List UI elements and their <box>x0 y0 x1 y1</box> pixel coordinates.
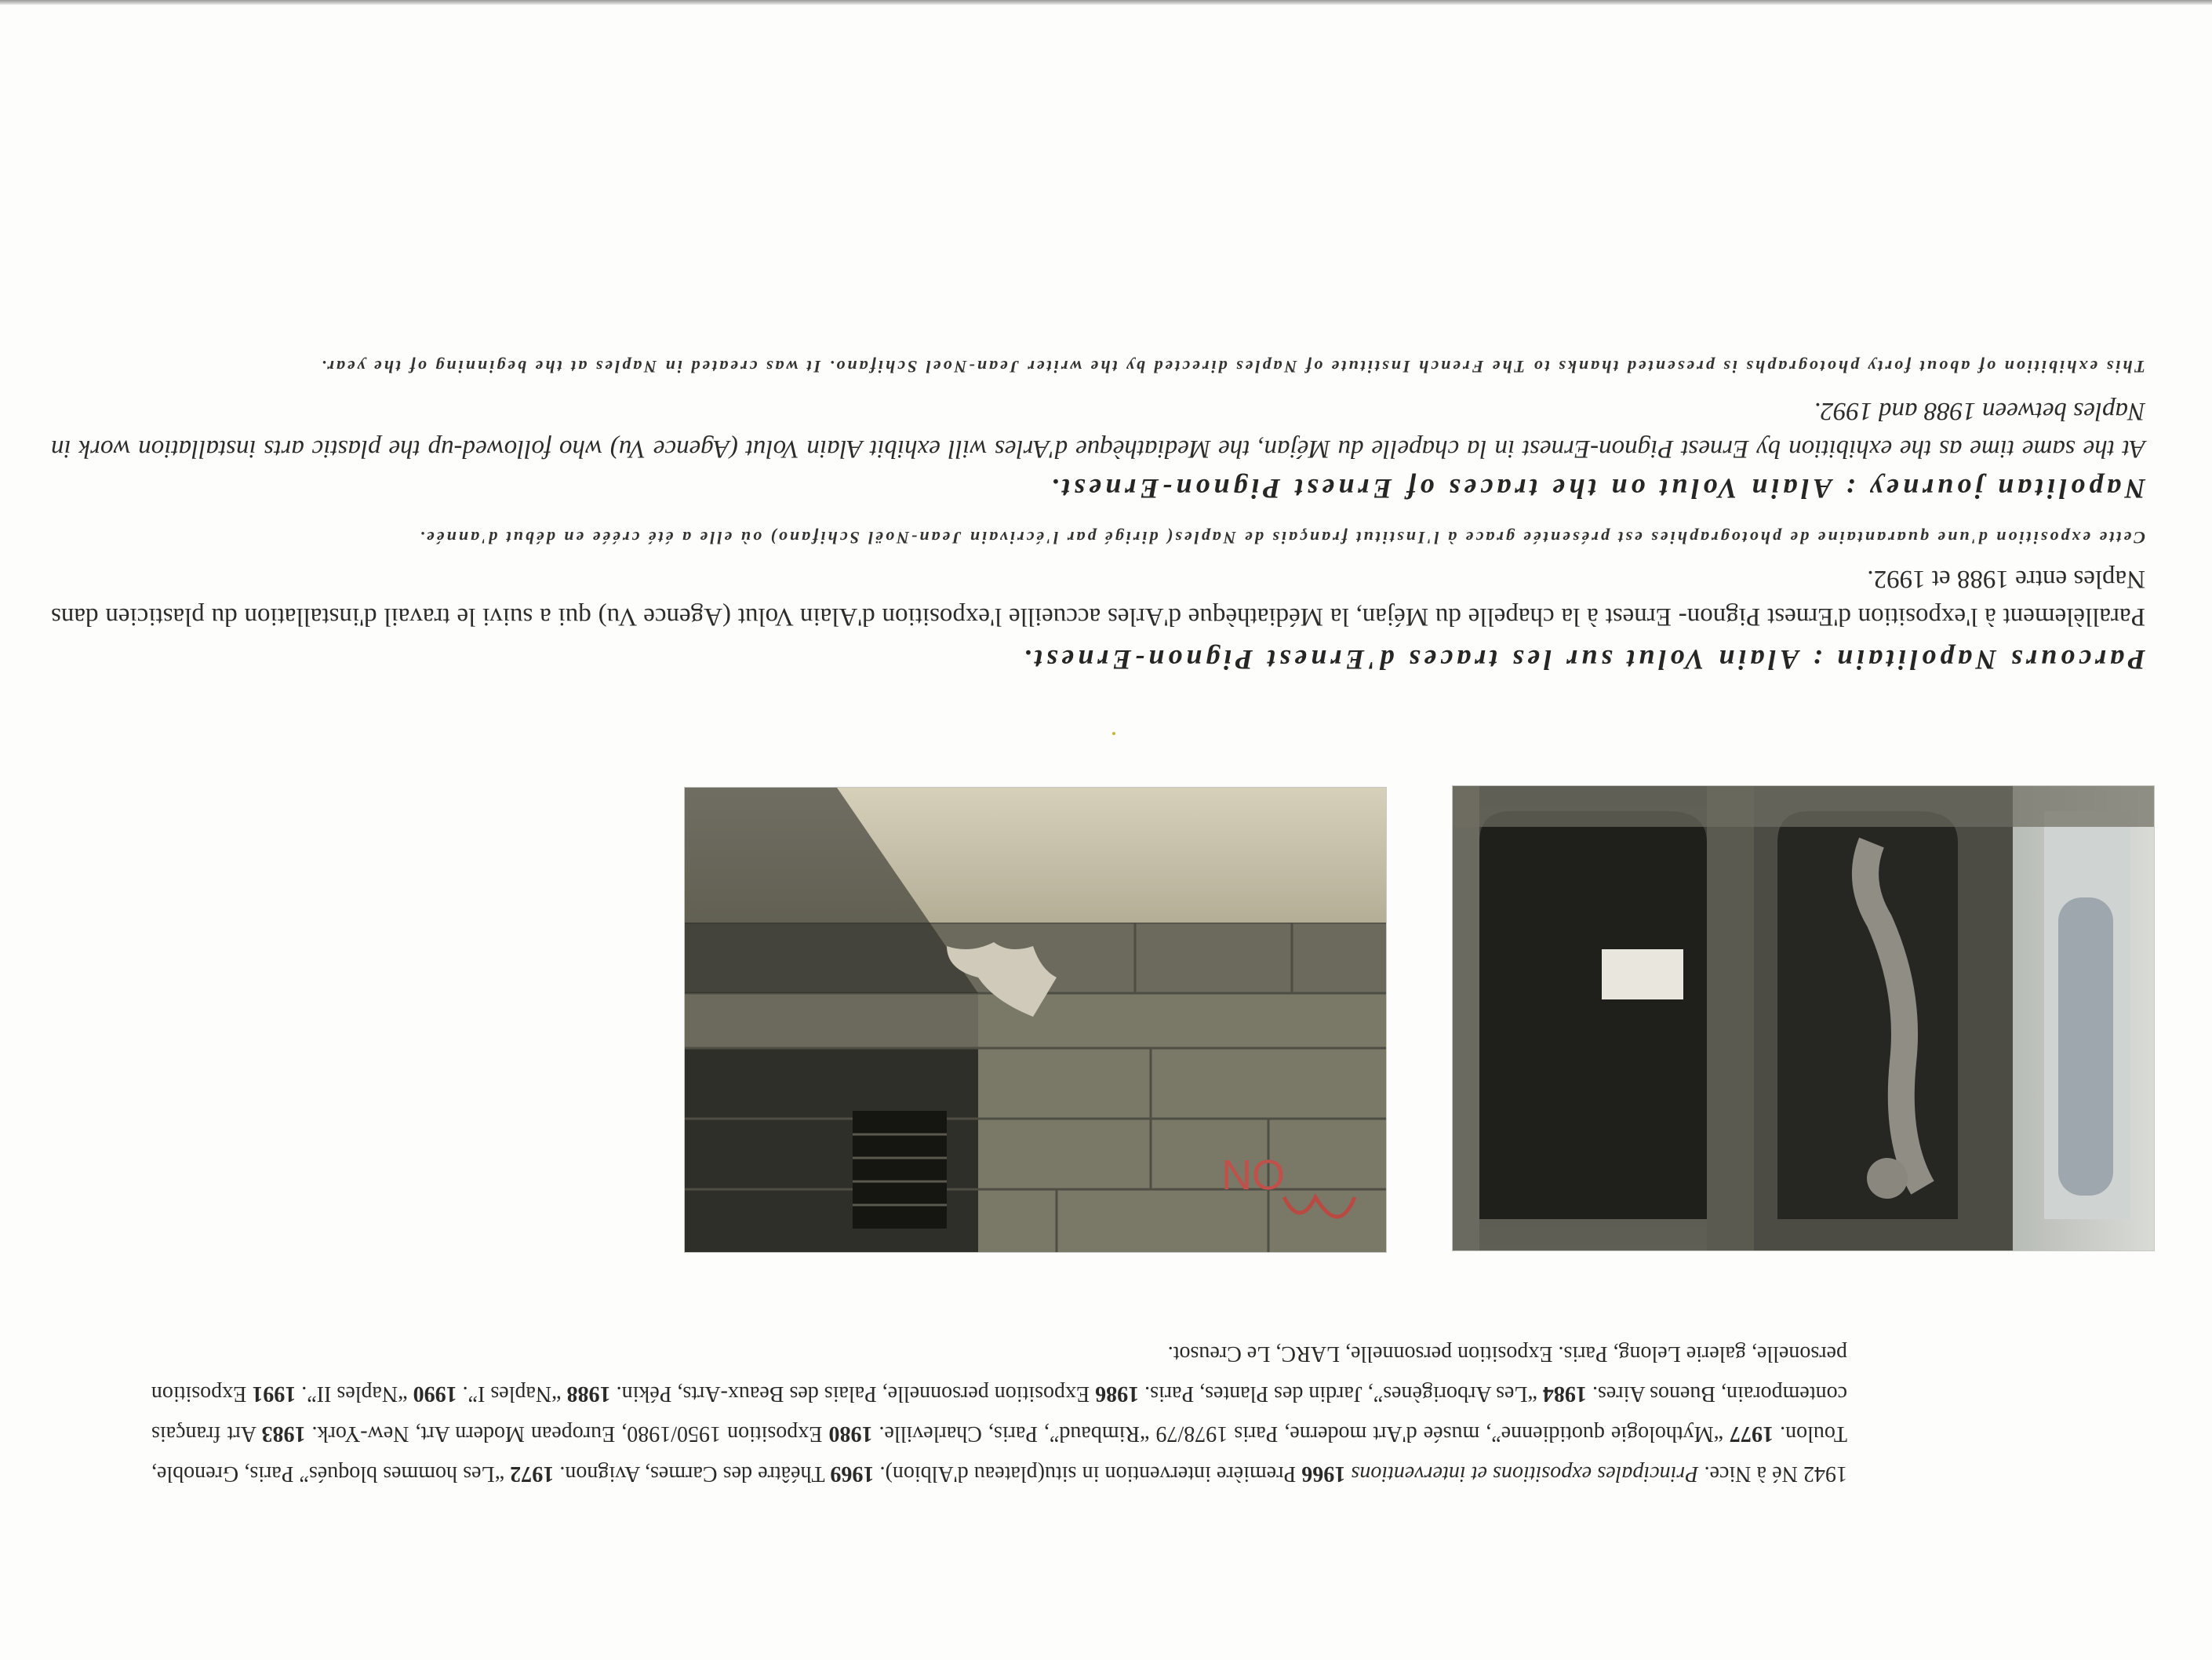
bio-year: 1980 <box>828 1422 873 1446</box>
english-note: This exhibition of about forty photographs is presented thanks to The French Institute of Naples directed by the writer Jean-Noel Schifano. It was created in Naples at the beginning of the year. <box>318 357 2145 377</box>
english-paragraph: At the same time as the exhibition by Ernest Pignon-Ernest in la chapelle du Méjan, the Mediathèque d'Arles will exhibit Alain Volut (Agence Vu) who followed-up the plastic arts installation work in Naples between 1988 and 1992. <box>51 397 2145 463</box>
photo-street-doorways-image <box>1453 786 2154 1250</box>
bio-year: 1983 <box>261 1422 306 1446</box>
french-paragraph: Parallèlement à l'exposition d'Ernest Pignon- Ernest à la chapelle du Méjan, la Médiathèque d'Arles accueille l'exposition d'Alain Volut (Agence Vu) qui a suivi le travail d'installation du plasticien dans Naples entre 1988 et 1992. <box>51 565 2145 631</box>
bio-entry: Exposition personnelle, Palais des Beaux-Arts, Pékin. <box>616 1382 1090 1406</box>
bio-year: 1991 <box>252 1382 297 1406</box>
scan-edge <box>0 0 2212 5</box>
english-heading: Napolitan journey : Alain Volut on the traces of Ernest Pignon-Ernest. <box>1047 473 2145 504</box>
bio-entry: “Les Arborigènes”, Jardin des Plantes, Paris. <box>1144 1382 1537 1406</box>
bio-entry: Théâtre des Carmes, Avignon. <box>559 1462 825 1486</box>
bio-year: 1972 <box>510 1462 555 1486</box>
biography-block <box>151 1334 1847 1494</box>
photo-street-doorways <box>1453 786 2154 1250</box>
bio-section-label: Principales expositions et interventions <box>1351 1462 1699 1486</box>
french-note: Cette exposition d'une quarantaine de photographies est présentée grace à l'Institut français de Naples( dirigé par l'écrivain Jean-Noël Schifano) où elle a été créée en début d'année. <box>417 528 2145 548</box>
article-text <box>51 348 2145 678</box>
bio-entry: “Naples I”. <box>462 1382 562 1406</box>
bio-entry: Exposition 1950/1980, European Modern Art, New-York. <box>311 1422 823 1446</box>
photo-wall-drawing-image <box>685 788 1386 1252</box>
bio-year: 1990 <box>413 1382 457 1406</box>
bio-birth: 1942 Né à Nice. <box>1704 1462 1847 1486</box>
bio-year: 1988 <box>566 1382 611 1406</box>
bio-year: 1969 <box>830 1462 875 1486</box>
photo-wall-drawing <box>685 788 1386 1252</box>
bio-entry: “Les hommes bloqués” Paris, Grenoble, Toulon. <box>151 1422 1847 1486</box>
bio-year: 1984 <box>1542 1382 1587 1406</box>
bio-entry: “Naples II”. <box>301 1382 408 1406</box>
bio-entry: Exposition personelle, galerie Lelong, Paris. Exposition personnelle, LARC, Le Creusot. <box>151 1341 1847 1406</box>
bio-entry: Art français contemporain, Buenos Aires. <box>151 1382 1847 1446</box>
bio-entry: “Mythologie quotidienne”, musée d'Art moderne, Paris 1978/79 “Rimbaud”, Paris, Charleville. <box>879 1422 1723 1446</box>
bio-year: 1977 <box>1730 1422 1774 1446</box>
french-heading: Parcours Napolitain : Alain Volut sur les traces d'Ernest Pignon-Ernest. <box>1020 644 2145 675</box>
bio-year: 1986 <box>1095 1382 1140 1406</box>
ink-speck <box>1112 732 1115 735</box>
graffiti-text: NO <box>1221 1152 1285 1199</box>
bio-entry: Première intervention in situ(plateau d'Albion). <box>879 1462 1297 1486</box>
bio-year: 1966 <box>1301 1462 1346 1486</box>
